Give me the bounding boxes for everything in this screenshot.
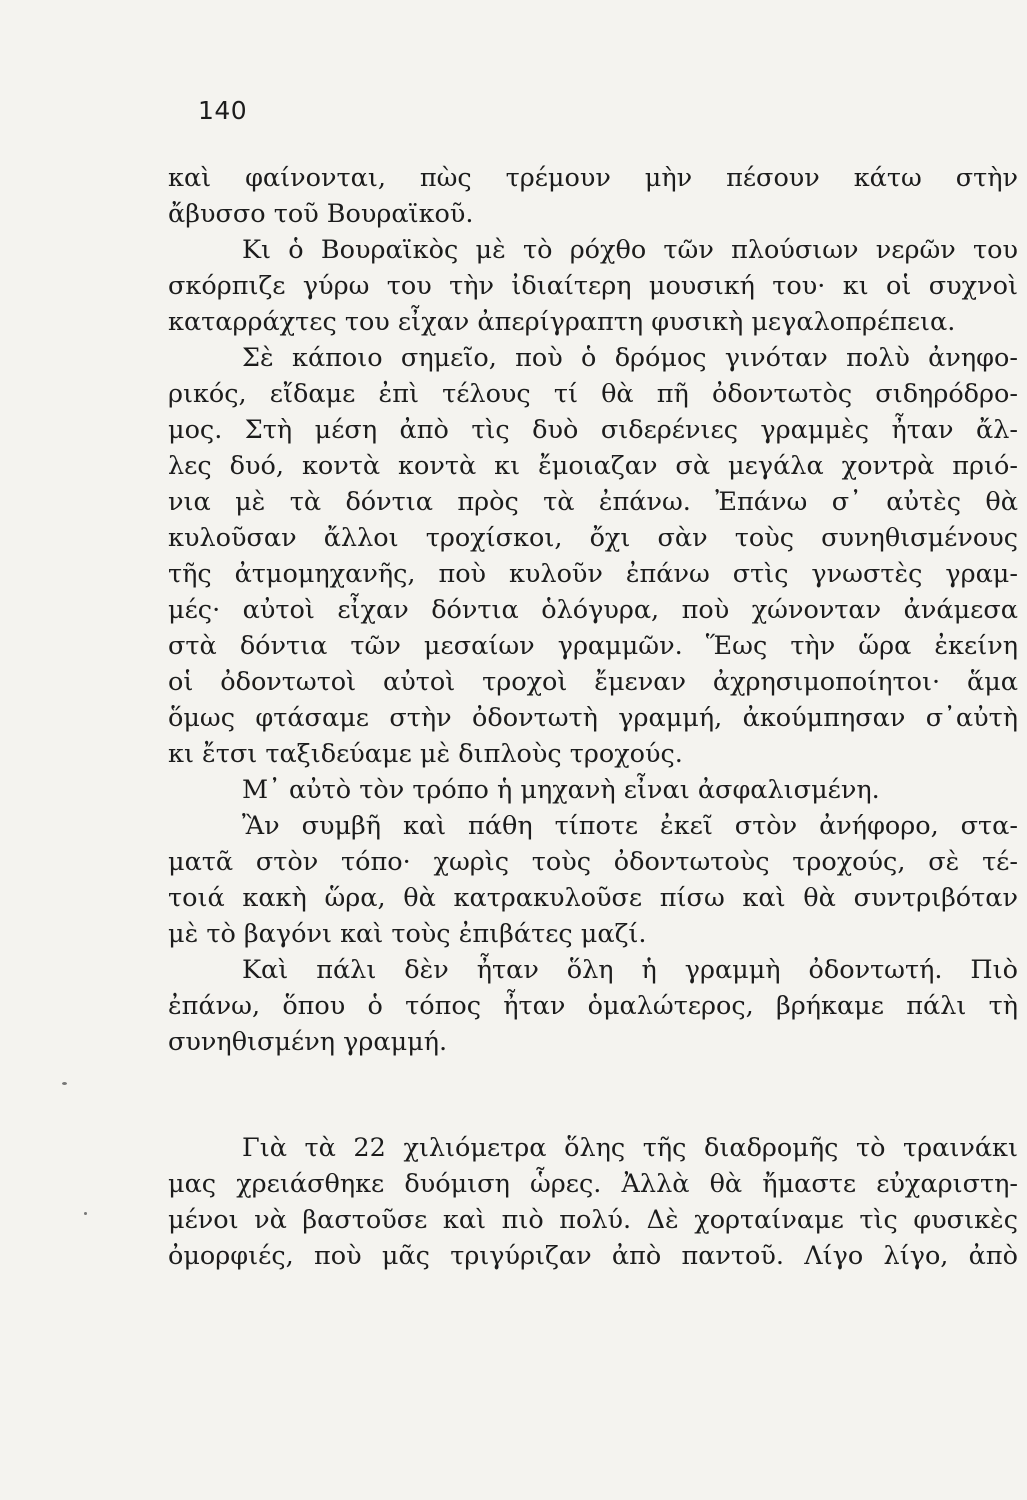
text-line: ρικός, εἴδαμε ἐπὶ τέλους τί θὰ πῆ ὀδοντωτὸς σιδηρόδρο- <box>168 379 1018 409</box>
text-line: Σὲ κάποιο σημεῖο, ποὺ ὁ δρόμος γινόταν πολὺ ἀνηφο- <box>242 343 1018 373</box>
text-line: ὀμορφιές, ποὺ μᾶς τριγύριζαν ἀπὸ παντοῦ. Λίγο λίγο, ἀπὸ <box>168 1241 1018 1271</box>
text-line: μές· αὐτοὶ εἶχαν δόντια ὁλόγυρα, ποὺ χώνονταν ἀνάμεσα <box>168 595 1018 625</box>
text-line: λες δυό, κοντὰ κοντὰ κι ἔμοιαζαν σὰ μεγάλα χοντρὰ πριό- <box>168 451 1018 481</box>
text-line: Μ᾽ αὐτὸ τὸν τρόπο ἡ μηχανὴ εἶναι ἀσφαλισμένη. <box>242 775 880 805</box>
text-line: κι ἔτσι ταξιδεύαμε μὲ διπλοὺς τροχούς. <box>168 739 683 769</box>
text-line: ἄβυσσο τοῦ Βουραϊκοῦ. <box>168 199 474 229</box>
text-line: μένοι νὰ βαστοῦσε καὶ πιὸ πολύ. Δὲ χορταίναμε τὶς φυσικὲς <box>168 1205 1018 1235</box>
paragraph <box>168 772 1018 808</box>
text-line: ὅμως φτάσαμε στὴν ὀδοντωτὴ γραμμή, ἀκούμπησαν σ᾽αὐτὴ <box>168 703 1018 733</box>
text-line: Γιὰ τὰ 22 χιλιόμετρα ὅλης τῆς διαδρομῆς τὸ τραινάκι <box>242 1133 1018 1163</box>
paragraph <box>168 340 1018 772</box>
paragraph-gap <box>168 1060 1018 1130</box>
text-line: τοιά κακὴ ὥρα, θὰ κατρακυλοῦσε πίσω καὶ θὰ συντριβόταν <box>168 883 1018 913</box>
text-line: μας χρειάσθηκε δυόμιση ὧρες. Ἀλλὰ θὰ ἤμαστε εὐχαριστη- <box>168 1169 1018 1199</box>
text-line: τῆς ἀτμομηχανῆς, ποὺ κυλοῦν ἐπάνω στὶς γνωστὲς γραμ- <box>168 559 1018 589</box>
paragraph <box>168 952 1018 1060</box>
text-line: κυλοῦσαν ἄλλοι τροχίσκοι, ὄχι σὰν τοὺς συνηθισμένους <box>168 523 1018 553</box>
text-line: Ἂν συμβῆ καὶ πάθη τίποτε ἐκεῖ στὸν ἀνήφορο, στα- <box>242 811 1018 841</box>
page-number: 140 <box>198 96 248 125</box>
paragraph <box>168 160 1018 232</box>
body-text <box>168 160 1018 1274</box>
text-line: μὲ τὸ βαγόνι καὶ τοὺς ἐπιβάτες μαζί. <box>168 919 647 949</box>
text-line: σκόρπιζε γύρω του τὴν ἰδιαίτερη μουσική του· κι οἱ συχνοὶ <box>168 271 1018 301</box>
text-line: νια μὲ τὰ δόντια πρὸς τὰ ἐπάνω. Ἐπάνω σ᾽ αὐτὲς θὰ <box>168 487 1018 517</box>
text-line: συνηθισμένη γραμμή. <box>168 1027 448 1057</box>
scan-speck <box>84 1212 87 1215</box>
text-line: οἱ ὀδοντωτοὶ αὐτοὶ τροχοὶ ἔμεναν ἀχρησιμοποίητοι· ἅμα <box>168 667 1018 697</box>
text-line: στὰ δόντια τῶν μεσαίων γραμμῶν. Ἕως τὴν ὥρα ἐκείνη <box>168 631 1018 661</box>
text-line: ματᾶ στὸν τόπο· χωρὶς τοὺς ὀδοντωτοὺς τροχούς, σὲ τέ- <box>168 847 1018 877</box>
text-line: ἐπάνω, ὅπου ὁ τόπος ἦταν ὁμαλώτερος, βρήκαμε πάλι τὴ <box>168 991 1018 1021</box>
text-line: Καὶ πάλι δὲν ἦταν ὅλη ἡ γραμμὴ ὀδοντωτή. Πιὸ <box>242 955 1018 985</box>
text-line: Κι ὁ Βουραϊκὸς μὲ τὸ ρόχθο τῶν πλούσιων νερῶν του <box>242 235 1018 265</box>
scan-speck <box>62 1082 67 1085</box>
text-line: μος. Στὴ μέση ἀπὸ τὶς δυὸ σιδερένιες γραμμὲς ἦταν ἄλ- <box>168 415 1018 445</box>
text-line: καὶ φαίνονται, πὼς τρέμουν μὴν πέσουν κάτω στὴν <box>168 163 1018 193</box>
paragraph <box>168 1130 1018 1274</box>
text-line: καταρράχτες του εἶχαν ἀπερίγραπτη φυσικὴ μεγαλοπρέπεια. <box>168 307 956 337</box>
paragraph <box>168 232 1018 340</box>
paragraph <box>168 808 1018 952</box>
